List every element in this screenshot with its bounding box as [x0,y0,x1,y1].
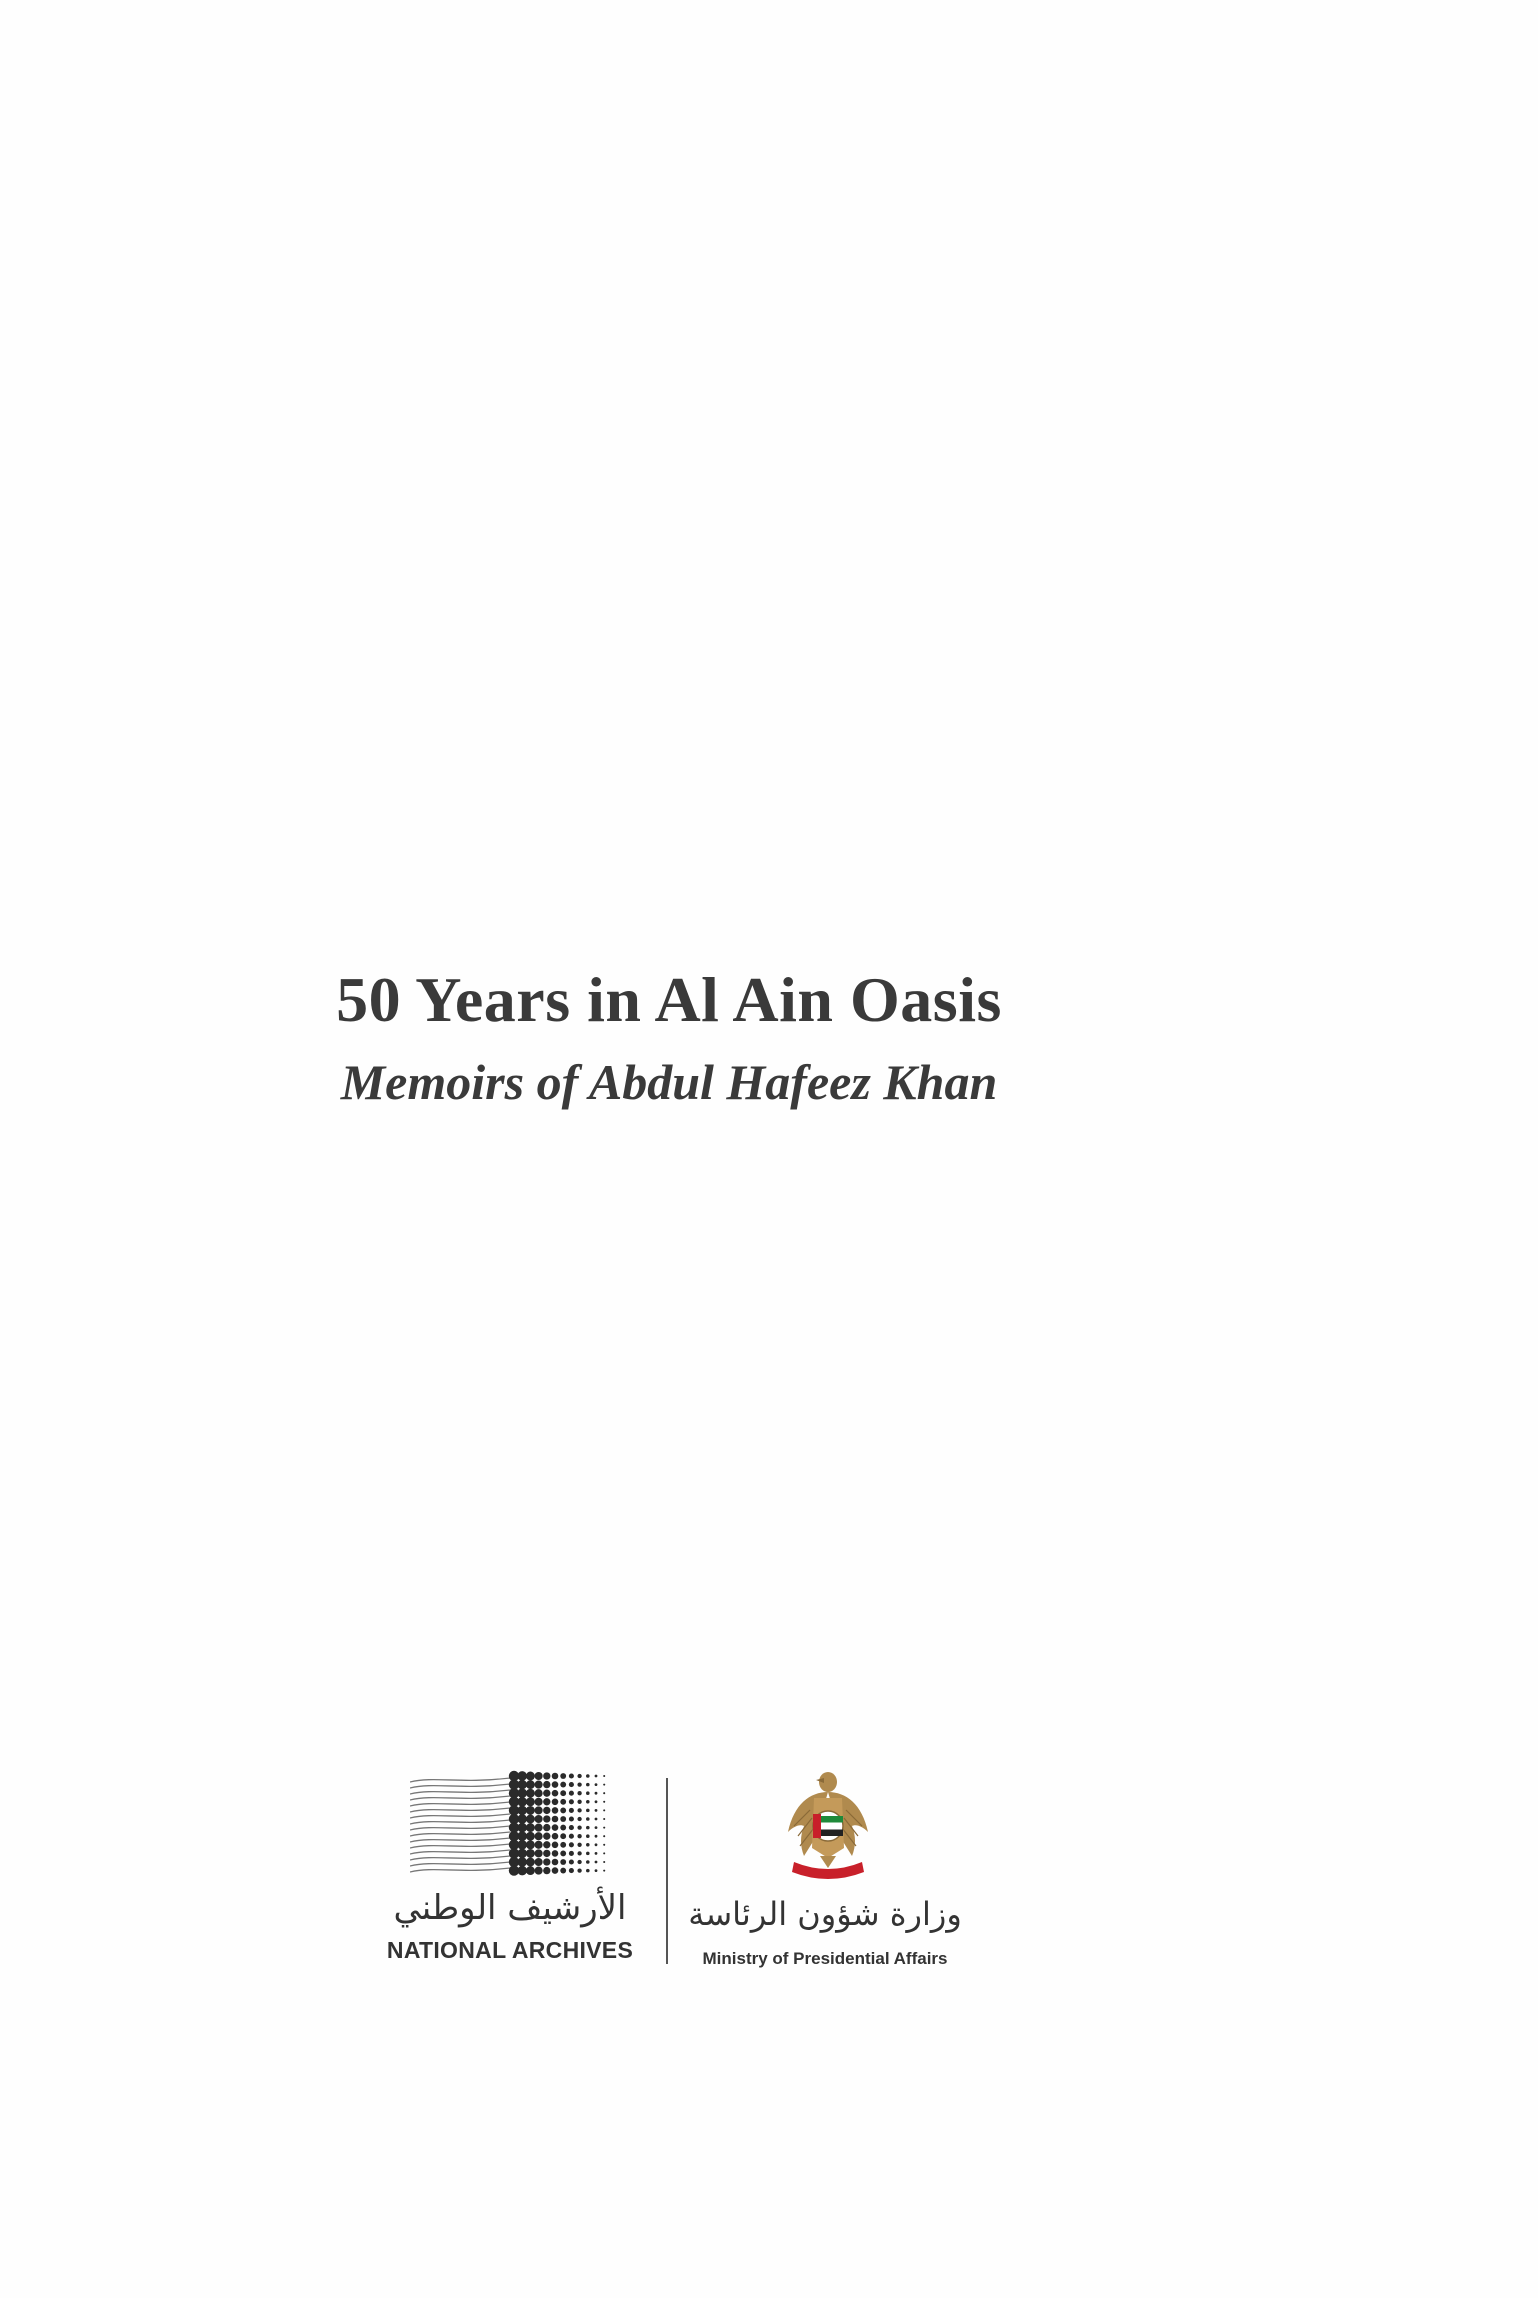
logo-dot [577,1825,581,1829]
ministry-arabic: وزارة شؤون الرئاسة [688,1895,962,1933]
logo-dot [560,1850,566,1856]
logo-dot [560,1859,566,1865]
logo-dot [526,1806,535,1815]
logo-dot [586,1843,590,1847]
logo-dot [569,1791,574,1796]
book-title: 50 Years in Al Ain Oasis [336,964,1002,1035]
logo-dot [535,1824,543,1832]
logo-dot [517,1780,527,1790]
logo-dot [595,1826,598,1829]
logo-dot [560,1799,566,1805]
logo-dot [569,1859,574,1864]
wave-line [410,1868,510,1872]
national-archives-logo [370,1770,650,1970]
logo-dot [552,1824,559,1831]
logo-dot [560,1816,566,1822]
logo-dot [526,1789,535,1798]
logo-dot [586,1852,590,1856]
logo-dot [526,1866,535,1875]
logo-dot [569,1851,574,1856]
logo-dot [569,1816,574,1821]
logo-dot [577,1868,581,1872]
logo-dot [603,1792,605,1794]
logo-dot [603,1809,605,1811]
logo-dot [543,1858,550,1865]
wave-line [410,1838,510,1842]
logo-dot [517,1857,527,1867]
logo-dot [595,1775,598,1778]
logo-dot [535,1858,543,1866]
logo-dot [577,1843,581,1847]
logo-dot [535,1815,543,1823]
logo-dot [552,1850,559,1857]
wave-line [410,1814,510,1818]
ministry-label: Ministry of Presidential Affairs [702,1949,948,1968]
wave-line [410,1850,510,1854]
logo-dot [526,1858,535,1867]
logo-dot [552,1807,559,1814]
logo-dot [526,1772,535,1781]
logo-dot [526,1832,535,1841]
logo-dot [577,1782,581,1786]
logo-dot [603,1818,605,1820]
logo-dot [517,1797,527,1807]
logo-dot [595,1783,598,1786]
logo-dot [595,1809,598,1812]
logo-dot [535,1772,543,1780]
logo-dot [543,1833,550,1840]
logo-dot [577,1834,581,1838]
logo-dot [577,1800,581,1804]
logo-dot [577,1808,581,1812]
logo-dot [535,1867,543,1875]
logo-dot [586,1783,590,1787]
logo-dot [517,1806,527,1816]
logo-dot [552,1867,559,1874]
logo-dot [517,1866,527,1876]
logo-dot [595,1792,598,1795]
logo-dot [517,1840,527,1850]
logo-dot [603,1827,605,1829]
logo-dot [603,1870,605,1872]
logo-dot [569,1825,574,1830]
logo-dot [577,1851,581,1855]
logo-dot [517,1823,527,1833]
wave-line [410,1832,510,1836]
logo-dot [535,1849,543,1857]
logo-dot [586,1834,590,1838]
logo-dot [526,1815,535,1824]
wave-line [410,1844,510,1848]
logo-dot [603,1861,605,1863]
wave-line [410,1784,510,1788]
logo-dot [517,1788,527,1798]
logo-dot [586,1809,590,1813]
logo-dot [560,1773,566,1779]
logo-dot [586,1800,590,1804]
logo-dot [569,1842,574,1847]
logo-dot [535,1832,543,1840]
logo-dot [586,1774,590,1778]
logo-dot [569,1782,574,1787]
logo-dot [595,1835,598,1838]
logo-dot [535,1806,543,1814]
logo-dot [552,1781,559,1788]
logo-dot [552,1773,559,1780]
logo-dot [543,1781,550,1788]
logo-dot [552,1816,559,1823]
logo-dot [586,1860,590,1864]
logo-dot [595,1861,598,1864]
logo-dot [603,1835,605,1837]
logo-dot [586,1817,590,1821]
logo-dot [560,1868,566,1874]
wave-line [410,1826,510,1830]
logo-dot [560,1807,566,1813]
logo-dot [586,1869,590,1873]
logo-divider [666,1778,668,1964]
logo-dot [535,1841,543,1849]
logo-dot [535,1789,543,1797]
logo-dot [543,1772,550,1779]
logo-dot [577,1817,581,1821]
logo-dot [552,1859,559,1866]
logo-dot [586,1791,590,1795]
logo-dot [517,1771,527,1781]
logo-dot [603,1784,605,1786]
logo-dot [560,1782,566,1788]
logo-dot [586,1826,590,1830]
logo-dot [543,1824,550,1831]
logo-dot [603,1852,605,1854]
logo-dot [595,1869,598,1872]
logo-dot [517,1831,527,1841]
book-subtitle: Memoirs of Abdul Hafeez Khan [340,1054,998,1110]
logo-dot [526,1823,535,1832]
logo-dot [569,1868,574,1873]
logo-dot [577,1860,581,1864]
logo-dot [569,1808,574,1813]
logo-dot [543,1850,550,1857]
logo-dot [569,1834,574,1839]
wave-line [410,1802,510,1806]
logo-dot [552,1790,559,1797]
ministry-logo [680,1770,970,1970]
logo-dot [535,1781,543,1789]
logo-dot [517,1849,527,1859]
wave-line [410,1778,510,1782]
logo-dot [543,1790,550,1797]
national-archives-label: NATIONAL ARCHIVES [386,1937,634,1963]
logo-dot [552,1833,559,1840]
national-archives-arabic: الأرشيف الوطني [393,1888,627,1928]
logo-dot [543,1815,550,1822]
wave-line [410,1820,510,1824]
logo-dot [595,1818,598,1821]
logo-dot [595,1843,598,1846]
logo-dot [560,1842,566,1848]
logo-dot [526,1849,535,1858]
logo-dot [569,1799,574,1804]
logo-dot [595,1800,598,1803]
logo-dot [526,1780,535,1789]
logo-dot [526,1840,535,1849]
logo-dot [560,1825,566,1831]
logo-dot [552,1842,559,1849]
title-block [0,960,1338,1118]
wave-line [410,1790,510,1794]
logo-dot [543,1807,550,1814]
logo-dot [603,1844,605,1846]
wave-line [410,1856,510,1860]
logo-dot [577,1774,581,1778]
logo-dot [535,1798,543,1806]
logo-dot [517,1814,527,1824]
logo-dot [560,1833,566,1839]
logo-dot [595,1852,598,1855]
logo-dot [543,1841,550,1848]
wave-line [410,1808,510,1812]
national-archives-logo-icon [410,1770,610,1880]
logo-dot [577,1791,581,1795]
uae-falcon-emblem-icon [780,1770,876,1886]
logo-dot [543,1798,550,1805]
logo-dot [569,1773,574,1778]
logo-dot [560,1790,566,1796]
logo-dot [526,1797,535,1806]
wave-line [410,1796,510,1800]
logo-dot [543,1867,550,1874]
wave-line [410,1862,510,1866]
logo-dot [603,1801,605,1803]
logo-dot [603,1775,605,1777]
logo-dot [552,1799,559,1806]
